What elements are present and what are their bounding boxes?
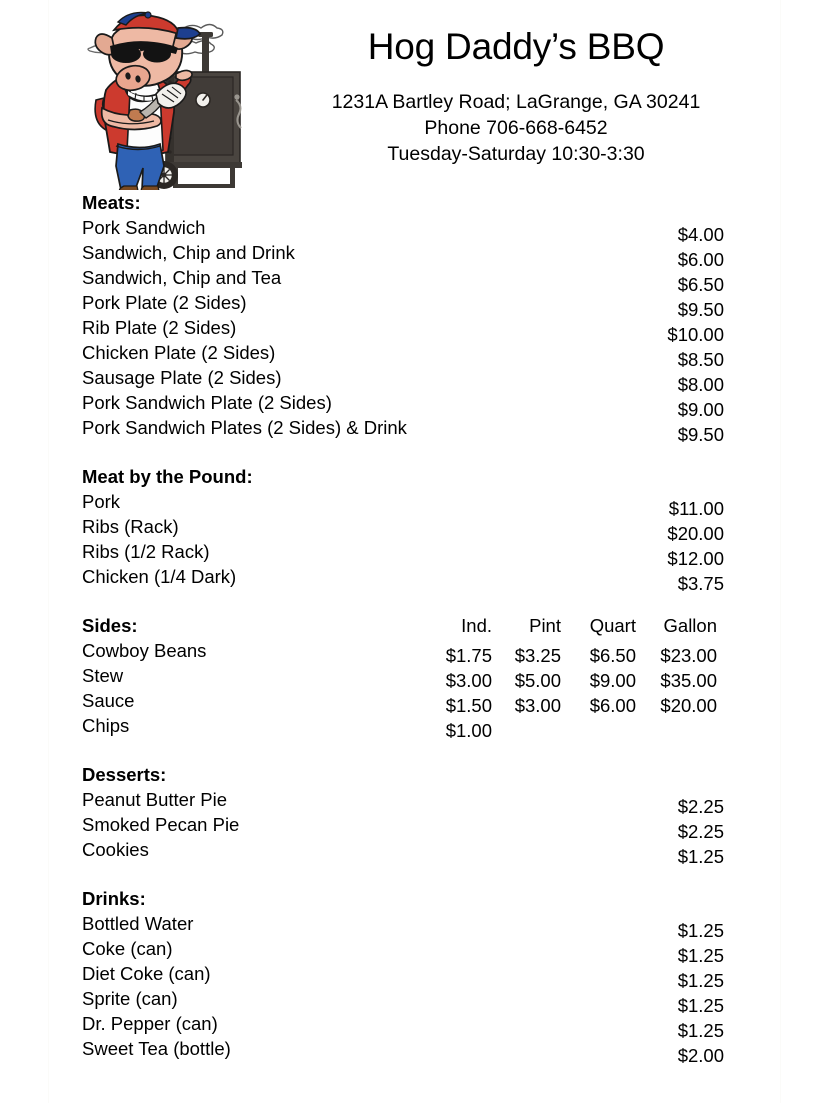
menu-section xyxy=(82,613,724,741)
menu-item-name: Rib Plate (2 Sides) xyxy=(82,317,237,338)
menu-item-row xyxy=(82,365,724,395)
menu-item-price: $20.00 xyxy=(660,695,717,716)
menu-item-price: $1.25 xyxy=(677,846,724,867)
menu-item-name: Ribs (1/2 Rack) xyxy=(82,541,210,562)
section-title: Drinks: xyxy=(82,888,146,909)
menu-item-row xyxy=(82,564,724,594)
menu-item-price: $2.25 xyxy=(677,796,724,817)
menu-item-row xyxy=(82,514,724,544)
menu-item-name: Chicken Plate (2 Sides) xyxy=(82,342,276,363)
menu-item-row xyxy=(82,539,724,569)
menu-item-price: $2.00 xyxy=(677,1045,724,1066)
column-header: Quart xyxy=(589,615,636,636)
section-header-row xyxy=(82,613,724,638)
menu-item-price: $10.00 xyxy=(667,324,724,345)
menu-item-price: $3.00 xyxy=(514,695,561,716)
menu-item-price: $1.50 xyxy=(445,695,492,716)
menu-item-row xyxy=(82,986,724,1016)
menu-item-row xyxy=(82,1011,724,1041)
menu-item-name: Pork Sandwich Plate (2 Sides) xyxy=(82,392,332,413)
section-header-row xyxy=(82,464,724,489)
menu-item-name: Dr. Pepper (can) xyxy=(82,1013,218,1034)
menu-item-row xyxy=(82,787,724,817)
menu-item-row xyxy=(82,961,724,991)
menu-item-price: $9.50 xyxy=(677,299,724,320)
menu-item-price: $8.00 xyxy=(677,374,724,395)
menu-item-price: $1.25 xyxy=(677,970,724,991)
section-title: Meats: xyxy=(82,192,141,213)
menu-item-row xyxy=(82,390,724,420)
menu-item-price: $3.25 xyxy=(514,645,561,666)
menu-item-price: $1.25 xyxy=(677,995,724,1016)
menu-header xyxy=(0,0,828,190)
menu-section xyxy=(82,886,724,1066)
menu-item-name: Coke (can) xyxy=(82,938,173,959)
menu-section xyxy=(82,762,724,867)
menu-item-row xyxy=(82,837,724,867)
menu-item-price: $1.00 xyxy=(445,720,492,741)
menu-item-row xyxy=(82,489,724,519)
menu-item-row xyxy=(82,315,724,345)
menu-item-name: Sprite (can) xyxy=(82,988,178,1009)
menu-item-price: $3.00 xyxy=(445,670,492,691)
menu-item-price: $9.00 xyxy=(589,670,636,691)
menu-item-name: Bottled Water xyxy=(82,913,194,934)
menu-section xyxy=(82,190,724,445)
menu-item-row xyxy=(82,1036,724,1066)
menu-item-name: Chips xyxy=(82,715,130,736)
menu-item-price: $5.00 xyxy=(514,670,561,691)
menu-item-row xyxy=(82,215,724,245)
menu-item-name: Cowboy Beans xyxy=(82,640,207,661)
menu-item-row xyxy=(82,340,724,370)
section-header-row xyxy=(82,762,724,787)
menu-item-price: $9.50 xyxy=(677,424,724,445)
menu-item-row xyxy=(82,415,724,445)
section-title: Meat by the Pound: xyxy=(82,466,253,487)
menu-item-row xyxy=(82,290,724,320)
menu-item-name: Sandwich, Chip and Tea xyxy=(82,267,282,288)
menu-item-name: Sandwich, Chip and Drink xyxy=(82,242,295,263)
menu-item-row xyxy=(82,713,724,741)
menu-item-price: $35.00 xyxy=(660,670,717,691)
menu-item-price: $12.00 xyxy=(667,548,724,569)
menu-item-name: Pork Sandwich Plates (2 Sides) & Drink xyxy=(82,417,407,438)
menu-item-row xyxy=(82,265,724,295)
menu-item-price: $4.00 xyxy=(677,224,724,245)
restaurant-name: Hog Daddy’s BBQ xyxy=(367,26,665,67)
menu-item-name: Pork Sandwich xyxy=(82,217,206,238)
menu-item-name: Sausage Plate (2 Sides) xyxy=(82,367,282,388)
section-title: Desserts: xyxy=(82,764,167,785)
menu-item-price: $6.00 xyxy=(677,249,724,270)
menu-item-row xyxy=(82,911,724,941)
menu-item-name: Sweet Tea (bottle) xyxy=(82,1038,231,1059)
section-header-row xyxy=(82,886,724,911)
menu-item-price: $20.00 xyxy=(667,523,724,544)
menu-item-name: Sauce xyxy=(82,690,135,711)
menu-item-price: $6.00 xyxy=(589,695,636,716)
bbq-pig-mascot-logo xyxy=(78,4,248,190)
section-title: Sides: xyxy=(82,615,138,636)
menu-item-name: Diet Coke (can) xyxy=(82,963,211,984)
menu-item-price: $6.50 xyxy=(589,645,636,666)
menu-item-name: Stew xyxy=(82,665,124,686)
column-header: Gallon xyxy=(663,615,717,636)
restaurant-info xyxy=(256,0,776,167)
menu-item-name: Smoked Pecan Pie xyxy=(82,814,240,835)
menu-item-row xyxy=(82,812,724,842)
menu-item-price: $9.00 xyxy=(677,399,724,420)
menu-item-price: $23.00 xyxy=(660,645,717,666)
section-header-row xyxy=(82,190,724,215)
menu-item-price: $1.25 xyxy=(677,920,724,941)
menu-item-price: $1.75 xyxy=(445,645,492,666)
menu-item-price: $3.75 xyxy=(677,573,724,594)
menu-sections xyxy=(82,190,724,1066)
menu-item-price: $1.25 xyxy=(677,945,724,966)
menu-item-price: $2.25 xyxy=(677,821,724,842)
business-hours: Tuesday-Saturday 10:30-3:30 xyxy=(387,142,645,165)
menu-item-name: Pork Plate (2 Sides) xyxy=(82,292,247,313)
column-header: Ind. xyxy=(461,615,492,636)
menu-item-price: $6.50 xyxy=(677,274,724,295)
menu-section xyxy=(82,464,724,594)
menu-item-row xyxy=(82,688,724,716)
menu-item-price: $8.50 xyxy=(677,349,724,370)
menu-item-name: Peanut Butter Pie xyxy=(82,789,228,810)
menu-item-row xyxy=(82,638,724,666)
menu-item-name: Pork xyxy=(82,491,121,512)
street-address: 1231A Bartley Road; LaGrange, GA 30241 xyxy=(331,90,701,113)
menu-item-row xyxy=(82,240,724,270)
column-header: Pint xyxy=(529,615,561,636)
menu-item-price: $11.00 xyxy=(668,498,724,519)
menu-item-name: Ribs (Rack) xyxy=(82,516,179,537)
menu-item-price: $1.25 xyxy=(677,1020,724,1041)
menu-item-name: Cookies xyxy=(82,839,149,860)
menu-item-row xyxy=(82,936,724,966)
menu-item-row xyxy=(82,663,724,691)
contact-info xyxy=(256,89,776,167)
menu-item-name: Chicken (1/4 Dark) xyxy=(82,566,237,587)
phone-number: Phone 706-668-6452 xyxy=(424,116,608,139)
